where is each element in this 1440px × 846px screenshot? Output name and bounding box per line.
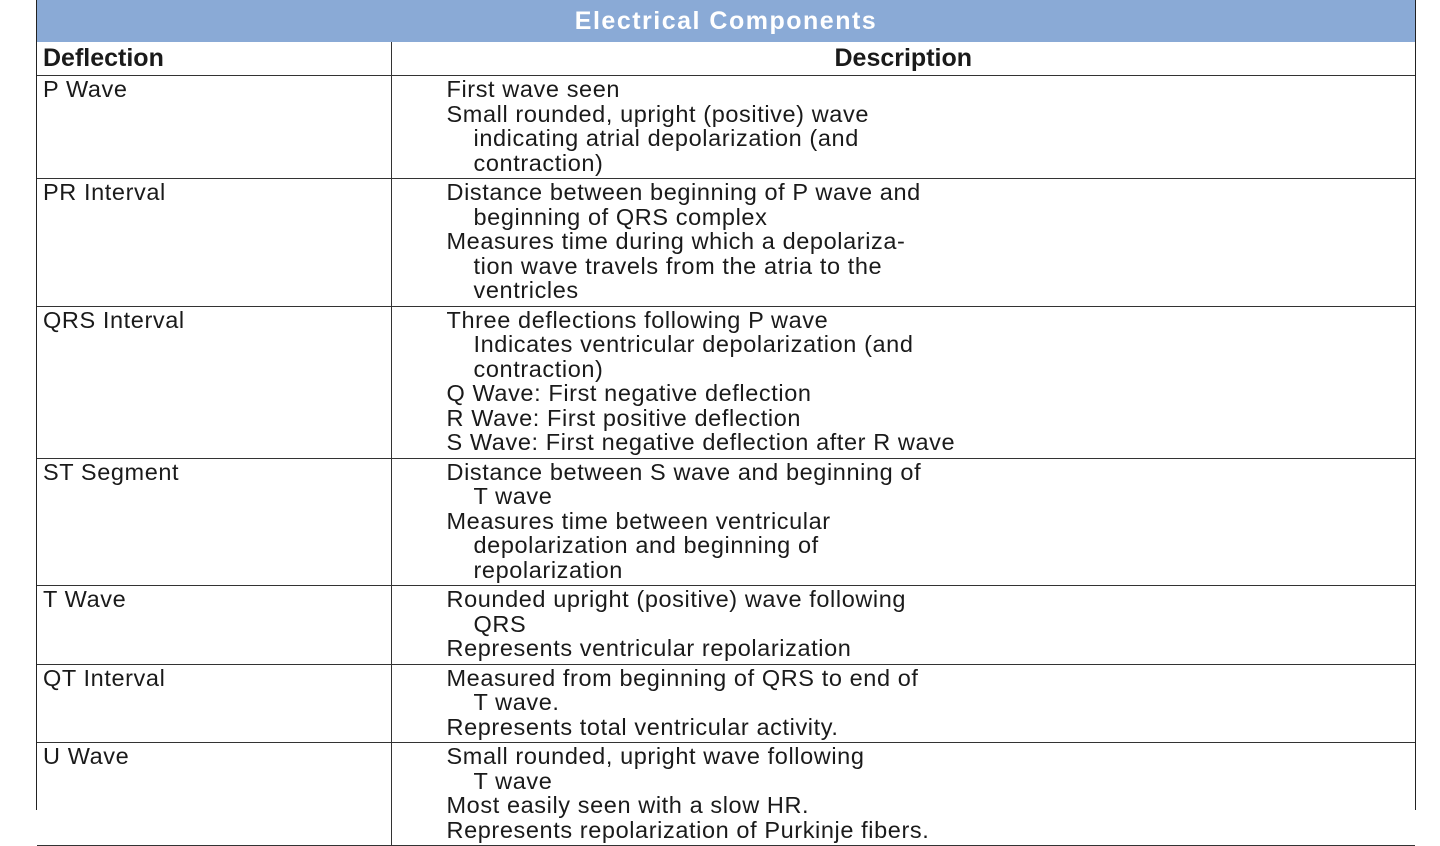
description-line: Rounded upright (positive) wave following <box>446 586 907 612</box>
description-line: Small rounded, upright wave following <box>446 743 865 769</box>
description-line: contraction) <box>473 355 604 382</box>
description-line: Distance between beginning of P wave and <box>446 179 921 205</box>
deflection-name: QT Interval <box>37 664 391 743</box>
description-line: Measures time during which a depolariza- <box>446 228 906 254</box>
description-line: R Wave: First positive deflection <box>446 404 802 431</box>
table-row <box>37 586 1415 665</box>
description-line: Q Wave: First negative deflection <box>446 380 812 406</box>
table-title-bar <box>37 0 1415 42</box>
deflection-name: U Wave <box>37 743 391 846</box>
description-line: ventricles <box>473 277 579 303</box>
description-line: indicating atrial depolarization (and <box>473 125 859 151</box>
description-line: Represents total ventricular activity. <box>446 713 839 740</box>
header-row <box>37 42 1415 76</box>
description-line: Three deflections following P wave <box>446 306 829 333</box>
description-line: Represents repolarization of Purkinje fibers. <box>446 816 930 843</box>
description-line: Measures time between ventricular <box>446 507 831 534</box>
description-line: Most easily seen with a slow HR. <box>446 792 810 818</box>
deflection-description <box>391 179 1415 307</box>
deflection-name: P Wave <box>37 76 391 179</box>
description-line: T wave <box>473 767 553 794</box>
header-description: Description <box>391 42 1415 76</box>
deflection-name: PR Interval <box>37 179 391 307</box>
deflection-description <box>391 458 1415 586</box>
deflection-name: T Wave <box>37 586 391 665</box>
description-line: T wave <box>473 483 553 509</box>
deflection-description <box>391 743 1415 846</box>
electrical-components-table <box>37 42 1415 846</box>
description-line: beginning of QRS complex <box>473 203 768 230</box>
description-line: T wave. <box>473 689 560 715</box>
table-row <box>37 76 1415 179</box>
table-row <box>37 664 1415 743</box>
description-line: tion wave travels from the atria to the <box>473 252 883 279</box>
table-frame <box>36 0 1416 843</box>
description-line: QRS <box>473 610 527 637</box>
deflection-description <box>391 664 1415 743</box>
description-line: Indicates ventricular depolarization (and <box>473 331 914 357</box>
deflection-description <box>391 586 1415 665</box>
description-line: repolarization <box>473 556 623 583</box>
description-line: Distance between S wave and beginning of <box>446 458 922 485</box>
description-line: Small rounded, upright (positive) wave <box>446 100 869 127</box>
description-line: First wave seen <box>446 76 621 102</box>
description-line: Measured from beginning of QRS to end of <box>446 664 919 691</box>
table-row <box>37 743 1415 846</box>
table-row <box>37 179 1415 307</box>
table-body <box>37 76 1415 846</box>
header-deflection: Deflection <box>37 42 391 76</box>
deflection-name: QRS Interval <box>37 306 391 458</box>
table-title: Electrical Components <box>574 6 878 35</box>
description-line: Represents ventricular repolarization <box>446 635 852 661</box>
deflection-description <box>391 76 1415 179</box>
deflection-name: ST Segment <box>37 458 391 586</box>
description-line: S Wave: First negative deflection after R wave <box>446 429 956 455</box>
description-line: contraction) <box>473 149 604 176</box>
table-row <box>37 306 1415 458</box>
table-row <box>37 458 1415 586</box>
deflection-description <box>391 306 1415 458</box>
description-line: depolarization and beginning of <box>473 532 819 558</box>
